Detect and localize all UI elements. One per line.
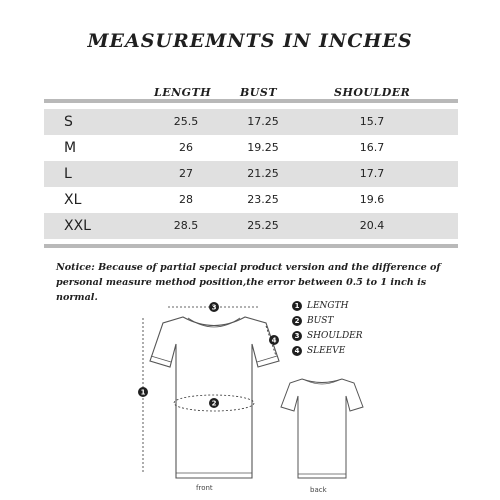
svg-text:2: 2 <box>211 399 217 408</box>
legend-label: SHOULDER <box>307 330 363 341</box>
length-value: 26 <box>179 141 193 154</box>
bust-value: 19.25 <box>247 141 279 154</box>
size-label: XL <box>64 192 82 208</box>
shoulder-value: 20.4 <box>359 219 385 232</box>
size-label: L <box>64 166 72 182</box>
front-left-cuff <box>151 356 171 362</box>
shoulder-value: 16.7 <box>359 141 385 154</box>
size-label: S <box>64 114 73 130</box>
svg-text:3: 3 <box>211 303 217 312</box>
header-shoulder: SHOULDER <box>334 86 411 99</box>
svg-text:1: 1 <box>140 388 146 397</box>
legend-item <box>292 343 363 358</box>
notice-text: Notice: Because of partial special product version and the difference of personal measure method position,the error between 0.5 to 1 inch is normal. <box>56 262 441 303</box>
back-tshirt-outline <box>281 379 363 478</box>
length-value: 28 <box>179 193 193 206</box>
legend-label: LENGTH <box>307 300 349 311</box>
page-title: MEASUREMNTS IN INCHES <box>87 30 413 52</box>
number-badge-icon: 3 <box>292 331 302 341</box>
legend-label: SLEEVE <box>307 345 346 356</box>
shoulder-value: 15.7 <box>359 115 385 128</box>
header-bust: BUST <box>240 86 278 99</box>
shoulder-value: 17.7 <box>359 167 385 180</box>
legend-item <box>292 328 363 343</box>
bust-value: 21.25 <box>247 167 279 180</box>
front-caption: front <box>196 484 213 492</box>
bust-value: 17.25 <box>247 115 279 128</box>
bust-value: 23.25 <box>247 193 279 206</box>
legend-item <box>292 298 363 313</box>
length-value: 28.5 <box>173 219 199 232</box>
measurement-legend <box>292 298 363 358</box>
header-length: LENGTH <box>154 86 212 99</box>
size-label: XXL <box>64 218 91 234</box>
number-badge-icon: 4 <box>292 346 302 356</box>
back-caption: back <box>310 486 327 494</box>
legend-item <box>292 313 363 328</box>
number-badge-icon: 2 <box>292 316 302 326</box>
length-value: 25.5 <box>173 115 199 128</box>
front-tshirt-outline <box>150 317 279 478</box>
size-label: M <box>64 140 77 156</box>
shoulder-value: 19.6 <box>359 193 385 206</box>
bust-value: 25.25 <box>247 219 279 232</box>
number-badge-icon: 1 <box>292 301 302 311</box>
svg-text:4: 4 <box>271 336 277 345</box>
length-value: 27 <box>179 167 193 180</box>
front-right-cuff <box>257 356 277 362</box>
legend-label: BUST <box>307 315 334 326</box>
